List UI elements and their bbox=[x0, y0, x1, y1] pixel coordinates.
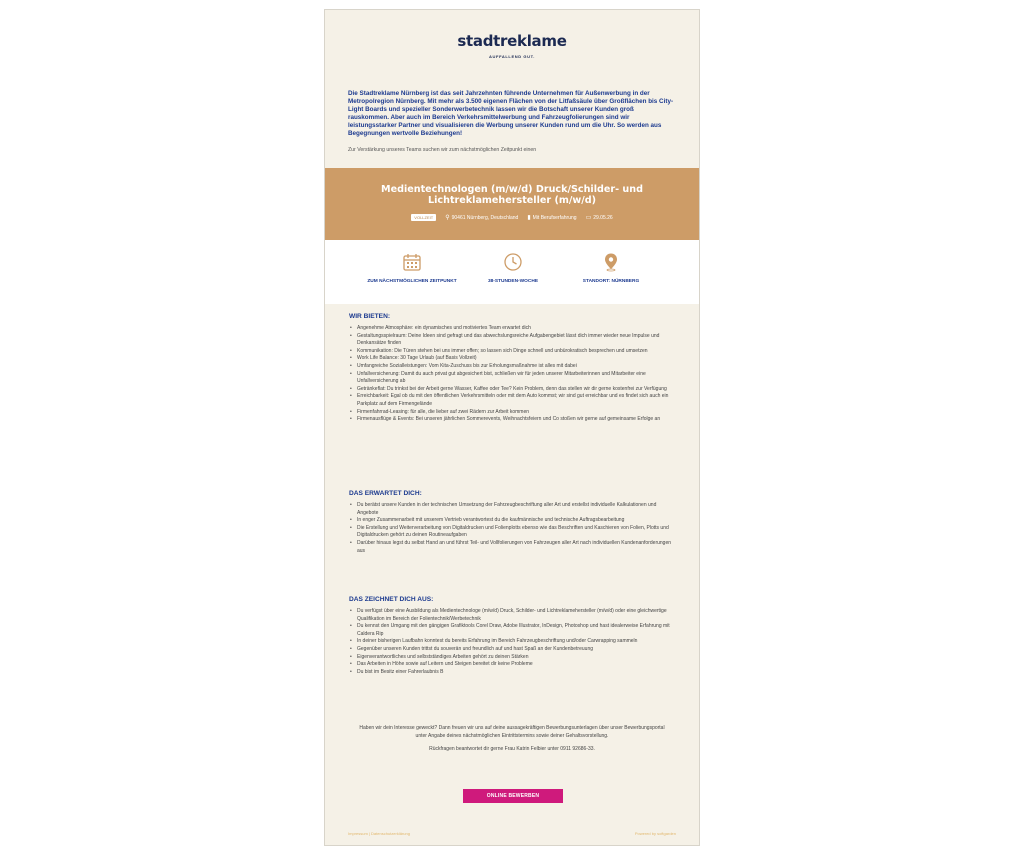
list-item: • Du berätst unsere Kunden in der technischen Umsetzung der Fahrzeugbeschriftung aller Art und erstellst individuelle Kalkulationen und Angebote bbox=[357, 502, 677, 517]
list-item: • Du bist im Besitz einer Fahrerlaubnis B bbox=[357, 669, 677, 677]
apply-online-button[interactable]: ONLINE BEWERBEN bbox=[463, 789, 563, 803]
tasks-list bbox=[349, 502, 677, 555]
list-item: • Du verfügst über eine Ausbildung als Medientechnologe (m/w/d) Druck, Schilder- und Lichtreklamehersteller (m/w/d) oder eine gleichwertige Qualifikation im Bereich der Folientechnik/Werbetechnik bbox=[357, 608, 677, 623]
job-date: 29.05.26 bbox=[593, 214, 613, 221]
list-item: • Das Arbeiten in Höhe sowie auf Leitern und Steigen bereitet dir keine Probleme bbox=[357, 661, 677, 669]
job-location: 90461 Nürnberg, Deutschland bbox=[451, 214, 519, 221]
feature-start-date bbox=[367, 252, 457, 286]
list-item: • Die Erstellung und Weiterverarbeitung von Digitaldrucken und Folienplotts ebenso wie das Beschriften und Kaschieren von Folien, Plotts und Digitaldrucken gehört zu deinen Routineaufgaben bbox=[357, 525, 677, 540]
closing-text: Haben wir dein Interesse geweckt? Dann freuen wir uns auf deine aussagekräftigen Bewerbungsunterlagen über unser Bewerbungsportal unter Angabe deines nächstmöglichen Eintrittstermins sowie deiner Gehaltsvorstellung. bbox=[359, 725, 665, 739]
company-logo bbox=[325, 32, 699, 59]
job-meta bbox=[325, 214, 699, 221]
list-item: • Kommunikation: Die Türen stehen bei uns immer offen; so lassen sich Dinge schnell und unbürokratisch besprechen und umsetzen bbox=[357, 348, 677, 356]
clock-icon bbox=[503, 252, 523, 272]
calendar-icon bbox=[402, 252, 422, 272]
location-icon: ⚲ bbox=[445, 215, 450, 221]
employment-type-badge: VOLLZEIT bbox=[411, 214, 436, 221]
footer-powered-by[interactable]: Powered by softgarden bbox=[634, 831, 676, 836]
job-title: Medientechnologen (m/w/d) Druck/Schilder- und Lichtreklamehersteller (m/w/d) bbox=[381, 184, 643, 206]
feature-location bbox=[566, 252, 656, 286]
feature-label: STANDORT: NÜRNBERG bbox=[582, 279, 640, 284]
calendar-small-icon: ▭ bbox=[585, 215, 592, 221]
list-item: • Firmenausflüge & Events: Bei unseren jährlichen Sommerevents, Weihnachtsfeiern und Co stoßen wir gerne auf gemeinsame Erfolge an bbox=[357, 416, 677, 424]
list-item: • Getränkeflat: Du trinkst bei der Arbeit gerne Wasser, Kaffee oder Tee? Kein Problem, denn das stellen wir dir gerne kostenfrei zur Verfügung bbox=[357, 386, 677, 394]
list-item: • In enger Zusammenarbeit mit unserem Vertrieb verantwortest du die kaufmännische und technische Auftragsbearbeitung bbox=[357, 517, 677, 525]
list-item: • Gestaltungsspielraum: Deine Ideen sind gefragt und das abwechslungsreiche Aufgabengebiet lässt dich immer wieder neue Impulse und Denkansätze finden bbox=[357, 333, 677, 348]
list-item: • Work Life Balance: 30 Tage Urlaub (auf Basis Vollzeit) bbox=[357, 355, 677, 363]
bookmark-icon: ▮ bbox=[527, 215, 531, 221]
list-item: • Umfangreiche Sozialleistungen: Vom Kita-Zuschuss bis zur Erholungsmaßnahme ist alles mit dabei bbox=[357, 363, 677, 371]
feature-strip bbox=[325, 240, 699, 304]
intro-text: Die Stadtreklame Nürnberg ist das seit Jahrzehnten führende Unternehmen für Außenwerbung in der Metropolregion Nürnberg. Mit mehr als 3.500 eigenen Flächen von der Litfaßsäule über Großflächen bis City-Light Boards und spezieller Sonderwerbetechnik lassen wir die Botschaft unserer Kunden groß rauskommen. Aber auch im Bereich Verkehrsmittelwerbung und Fahrzeugfolierungen sind wir leistungsstarker Partner und visualisieren die Werbung unserer Kunden rund um die Uhr. So werden aus Begegnungen wertvolle Beziehungen! bbox=[348, 90, 674, 137]
section-title-requirements: DAS ZEICHNET DICH AUS: bbox=[349, 596, 434, 603]
feature-label: ZUM NÄCHSTMÖGLICHEN ZEITPUNKT bbox=[367, 279, 457, 284]
intro-subtext: Zur Verstärkung unseres Teams suchen wir zum nächstmöglichen Zeitpunkt einen bbox=[348, 147, 537, 153]
job-posting-page bbox=[324, 9, 700, 846]
feature-hours bbox=[468, 252, 558, 286]
list-item: • Erreichbarkeit: Egal ob du mit den öffentlichen Verkehrsmitteln oder mit dem Auto kommst; wir sind gut erreichbar und es findet sich auch ein Parkplatz auf dem Firmengelände bbox=[357, 393, 677, 408]
contact-text: Rückfragen beantwortet dir gerne Frau Katrin Felbier unter 0911 92686-33. bbox=[429, 746, 595, 752]
list-item: • Firmenfahrrad-Leasing: für alle, die lieber auf zwei Rädern zur Arbeit kommen bbox=[357, 409, 677, 417]
benefits-list bbox=[349, 325, 677, 424]
list-item: • Darüber hinaus legst du selbst Hand an und führst Teil- und Vollfolierungen von Fahrzeugen aller Art nach individuellen Kundenanforderungen aus bbox=[357, 540, 677, 555]
logo-tagline: AUFFALLEND GUT. bbox=[489, 54, 535, 59]
section-title-tasks: DAS ERWARTET DICH: bbox=[349, 490, 422, 497]
list-item: • Unfallversicherung: Damit du auch privat gut abgesichert bist, schließen wir für jeden unserer Mitarbeiterinnen und Mitarbeiter eine Unfallversicherung ab bbox=[357, 371, 677, 386]
list-item: • In deiner bisherigen Laufbahn konntest du bereits Erfahrung im Bereich Fahrzeugbeschriftung und/oder Carwrapping sammeln bbox=[357, 638, 677, 646]
list-item: • Eigenverantwortliches und selbstständiges Arbeiten gehört zu deinen Stärken bbox=[357, 654, 677, 662]
job-experience: Mit Berufserfahrung bbox=[532, 214, 577, 221]
job-title-banner bbox=[325, 168, 699, 240]
requirements-list bbox=[349, 608, 677, 676]
logo-wordmark: stadtreklame bbox=[457, 32, 567, 50]
location-pin-icon bbox=[601, 252, 621, 272]
section-title-benefits: WIR BIETEN: bbox=[349, 313, 391, 320]
list-item: • Du kennst den Umgang mit den gängigen Grafiktools Corel Draw, Adobe Illustrator, InDesign, Photoshop und hast idealerweise Erfahrung mit Caldera Rip bbox=[357, 623, 677, 638]
feature-label: 38-STUNDEN-WOCHE bbox=[487, 279, 539, 284]
list-item: • Angenehme Atmosphäre: ein dynamisches und motiviertes Team erwartet dich bbox=[357, 325, 677, 333]
footer-legal-links[interactable]: Impressum | Datenschutzerklärung bbox=[348, 831, 410, 836]
list-item: • Gegenüber unseren Kunden trittst du souverän und freundlich auf und hast Spaß an der Kundenbetreuung bbox=[357, 646, 677, 654]
